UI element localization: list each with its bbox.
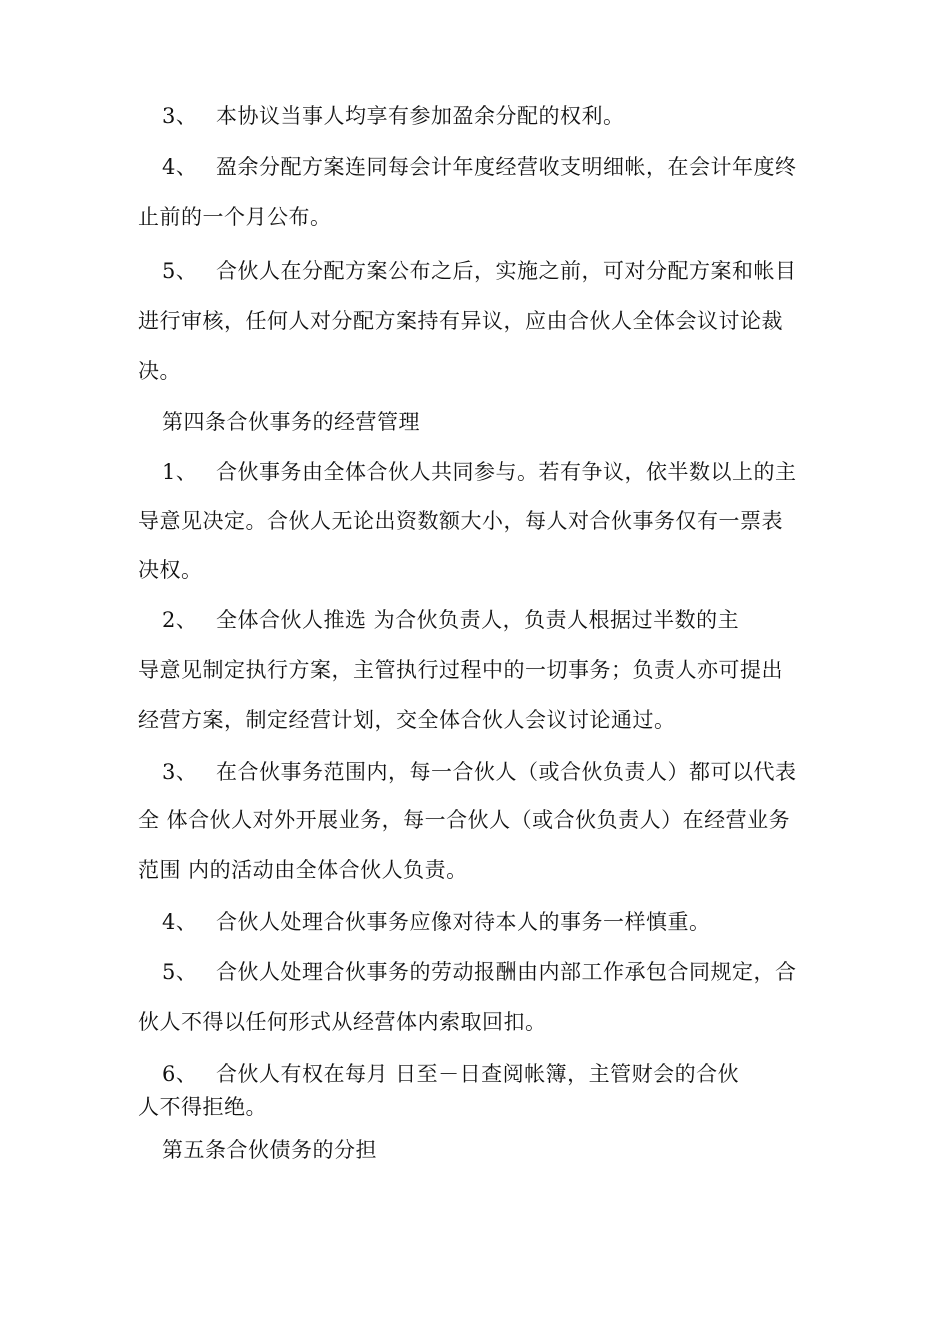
article4-clause-2-line-2: 导意见制定执行方案，主管执行过程中的一切事务；负责人亦可提出: [138, 658, 783, 682]
clause-number: 4、: [162, 155, 198, 179]
clause-text: 盈余分配方案连同每会计年度经营收支明细帐，在会计年度终: [216, 155, 797, 179]
article4-clause-3-line-3: 范围 内的活动由全体合伙人负责。: [138, 858, 468, 882]
article4-clause-1-line-2: 导意见决定。合伙人无论出资数额大小，每人对合伙事务仅有一票表: [138, 509, 783, 533]
article4-clause-4-line-1: [162, 908, 862, 936]
clause-number: 1、: [162, 460, 198, 484]
clause-4-line-1: [162, 153, 862, 181]
article4-clause-3-line-2: 全 体合伙人对外开展业务，每一合伙人（或合伙负责人）在经营业务: [138, 808, 791, 832]
clause-5-line-3: 决。: [138, 359, 181, 383]
article4-clause-2-line-3: 经营方案，制定经营计划，交全体合伙人会议讨论通过。: [138, 708, 676, 732]
clause-text: 合伙事务由全体合伙人共同参与。若有争议，依半数以上的主: [216, 460, 797, 484]
article4-clause-6-line-2: 人不得拒绝。: [138, 1095, 267, 1119]
article-5-heading: 第五条合伙债务的分担: [162, 1138, 377, 1162]
clause-text: 本协议当事人均享有参加盈余分配的权利。: [216, 104, 625, 128]
article4-clause-1-line-3: 决权。: [138, 558, 203, 582]
clause-5-line-1: [162, 257, 862, 285]
clause-text: 合伙人处理合伙事务的劳动报酬由内部工作承包合同规定，合: [216, 960, 797, 984]
article4-clause-6-line-1: [162, 1060, 862, 1088]
clause-text: 全体合伙人推选 为合伙负责人，负责人根据过半数的主: [216, 608, 740, 632]
article4-clause-5-line-2: 伙人不得以任何形式从经营体内索取回扣。: [138, 1010, 547, 1034]
clause-5-line-2: 进行审核，任何人对分配方案持有异议，应由合伙人全体会议讨论裁: [138, 309, 783, 333]
clause-number: 4、: [162, 910, 198, 934]
clause-text: 合伙人处理合伙事务应像对待本人的事务一样慎重。: [216, 910, 711, 934]
article-4-heading: 第四条合伙事务的经营管理: [162, 410, 420, 434]
article4-clause-5-line-1: [162, 958, 862, 986]
clause-number: 3、: [162, 104, 198, 128]
clause-text: 合伙人有权在每月 日至－日查阅帐簿，主管财会的合伙: [216, 1062, 740, 1086]
clause-4-line-2: 止前的一个月公布。: [138, 205, 332, 229]
clause-text: 合伙人在分配方案公布之后，实施之前，可对分配方案和帐目: [216, 259, 797, 283]
article4-clause-2-line-1: [162, 606, 862, 634]
clause-number: 3、: [162, 760, 198, 784]
clause-number: 5、: [162, 259, 198, 283]
clause-number: 2、: [162, 608, 198, 632]
clause-3-line-1: [162, 102, 862, 130]
article4-clause-1-line-1: [162, 458, 862, 486]
clause-number: 5、: [162, 960, 198, 984]
article4-clause-3-line-1: [162, 758, 862, 786]
clause-text: 在合伙事务范围内，每一合伙人（或合伙负责人）都可以代表: [216, 760, 797, 784]
clause-number: 6、: [162, 1062, 198, 1086]
